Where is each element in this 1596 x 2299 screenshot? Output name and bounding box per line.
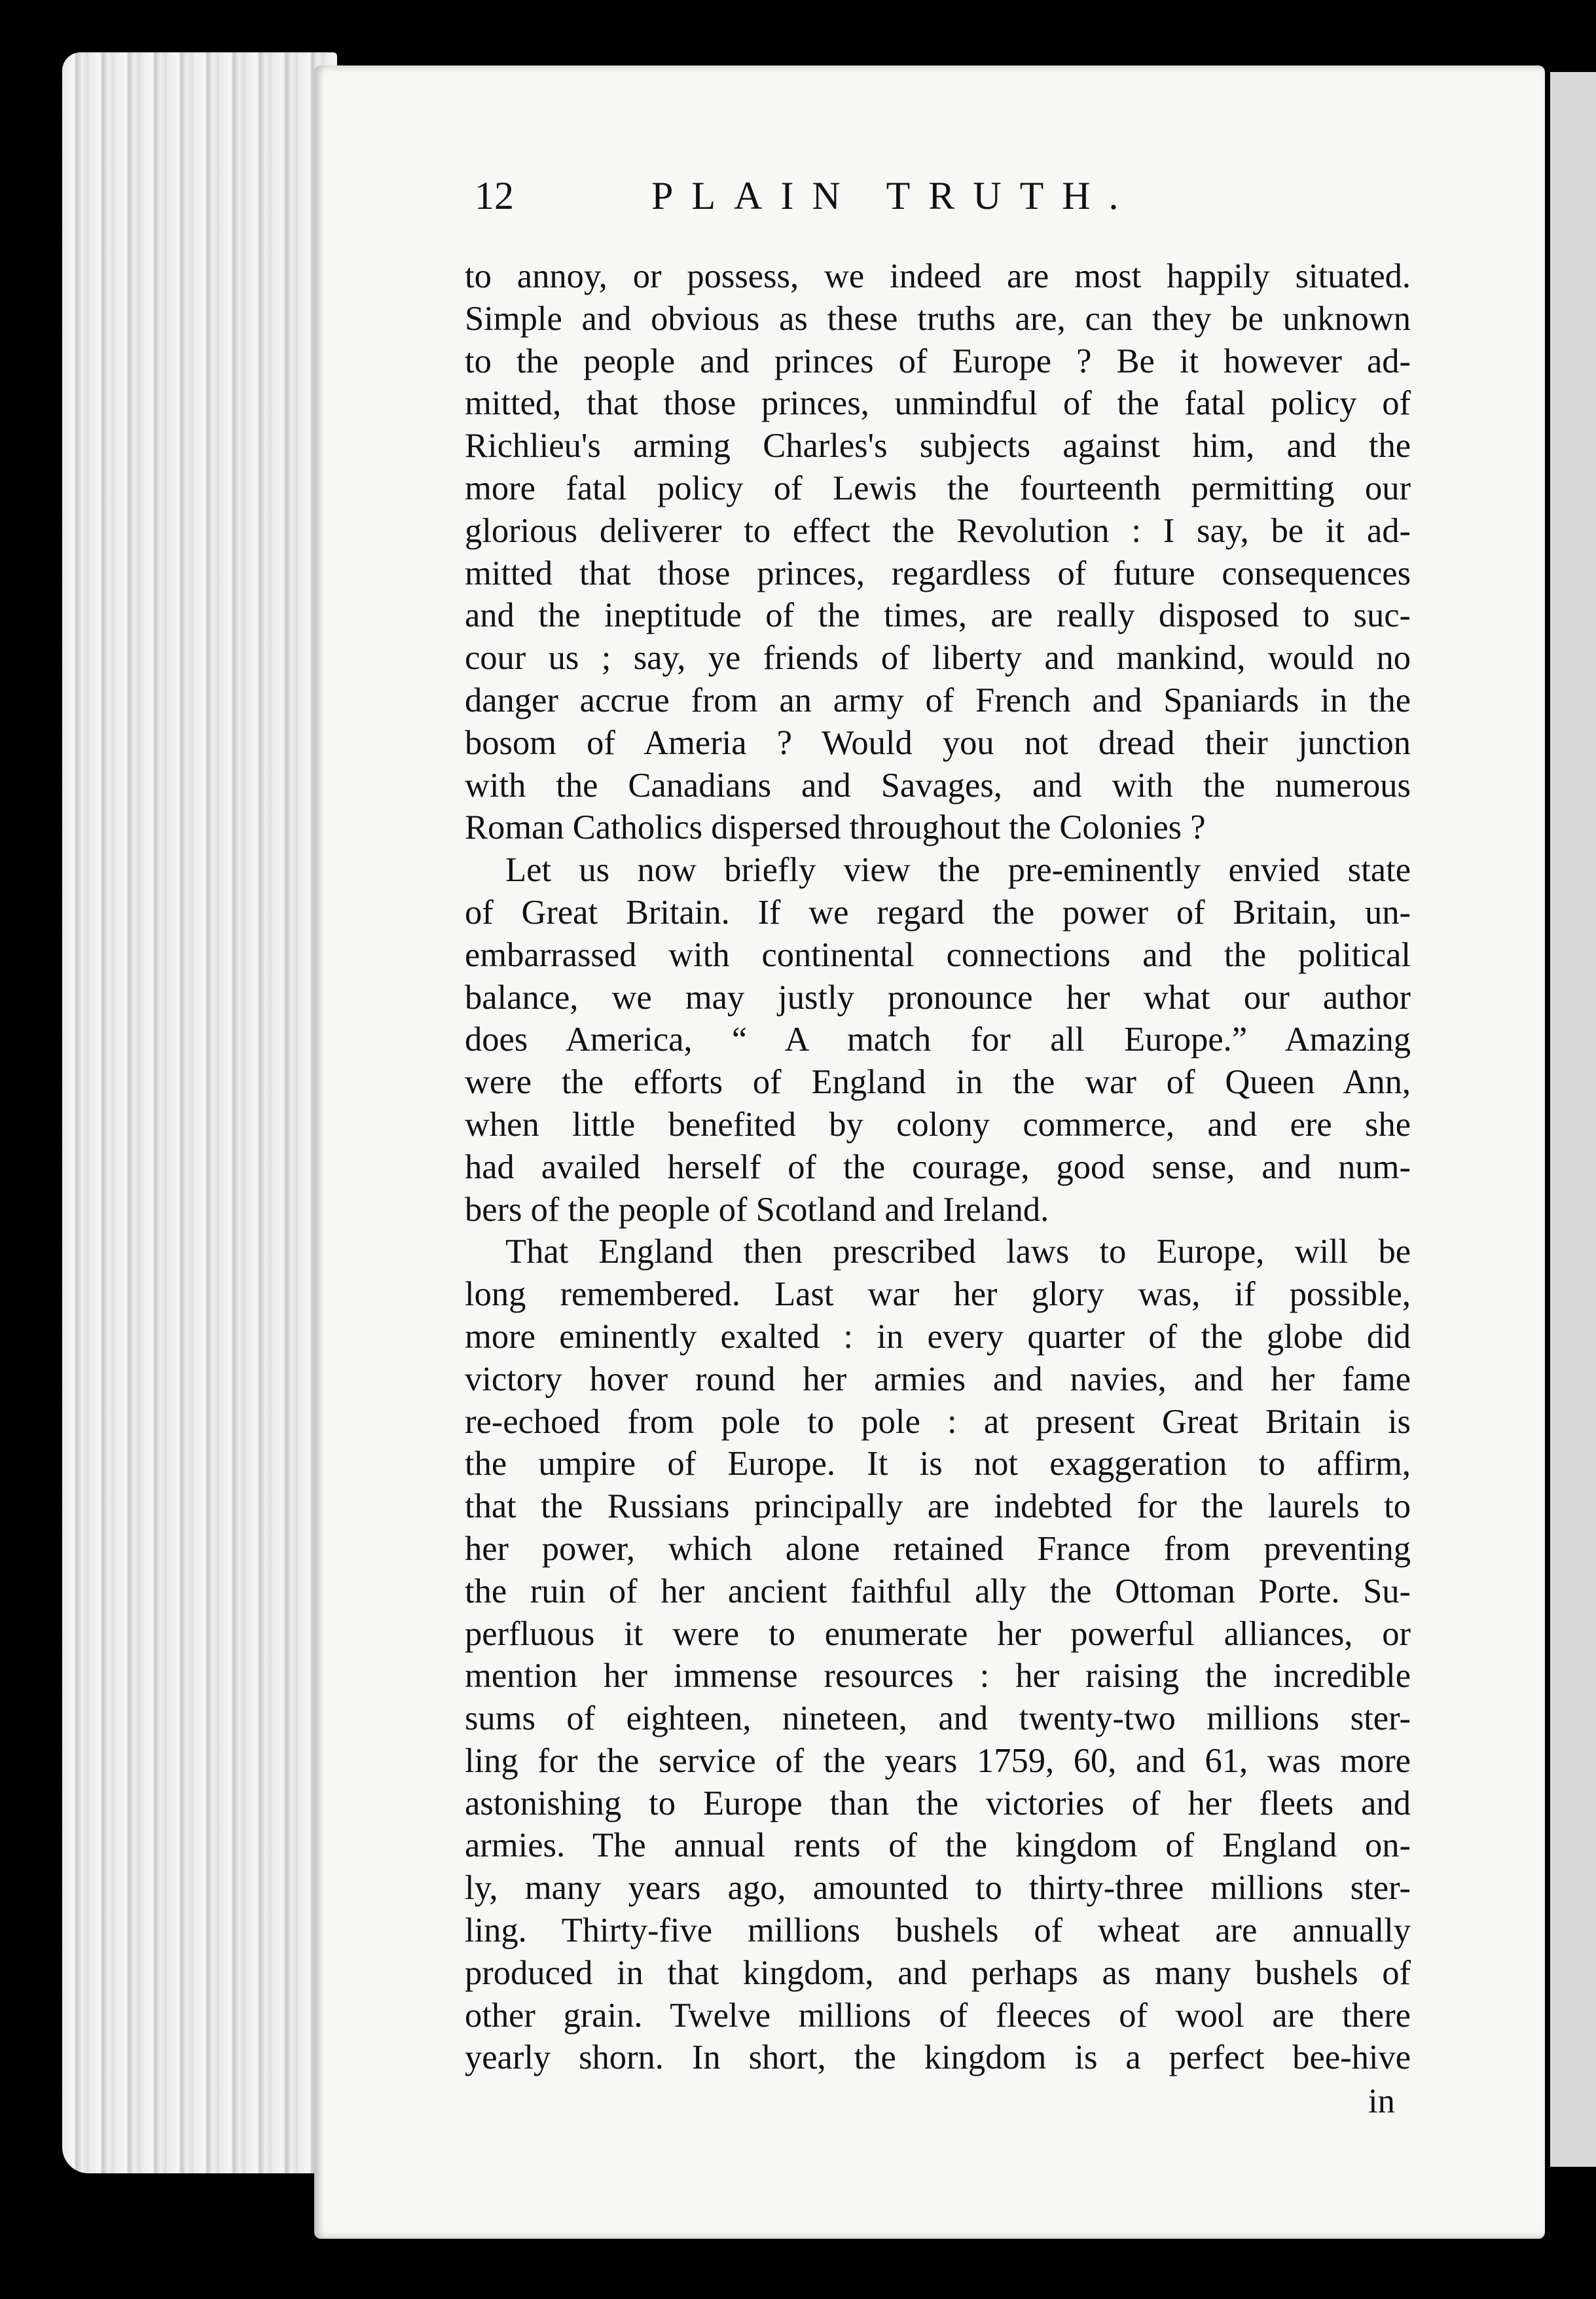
text-line: yearly shorn. In short, the kingdom is a perfect bee-hive [465,2038,1411,2077]
text-line: produced in that kingdom, and perhaps as many bushels of [465,1953,1411,1992]
text-line: with the Canadians and Savages, and with the numerous [465,766,1411,805]
text-line: of Great Britain. If we regard the power of Britain, un- [465,893,1411,932]
text-line: sums of eighteen, nineteen, and twenty-two millions ster- [465,1699,1411,1738]
page-header [475,173,1489,232]
text-line: embarrassed with continental connections and the political [465,935,1411,974]
text-line: mitted, that those princes, unmindful of the fatal policy of [465,384,1411,423]
running-title: PLAIN TRUTH. [651,174,1137,217]
text-line: had availed herself of the courage, good sense, and num- [465,1148,1411,1186]
text-line: to annoy, or possess, we indeed are most happily situated. [465,257,1411,295]
text-line: were the efforts of England in the war of Queen Ann, [465,1063,1411,1102]
text-line: the ruin of her ancient faithful ally the Ottoman Porte. Su- [465,1572,1411,1610]
text-line: Richlieu's arming Charles's subjects against him, and the [465,427,1411,465]
text-line: when little benefited by colony commerce, and ere she [465,1105,1411,1144]
text-line: more eminently exalted : in every quarter of the globe did [465,1317,1411,1356]
text-line: perfluous it were to enumerate her powerful alliances, or [465,1614,1411,1653]
text-line: other grain. Twelve millions of fleeces of wool are there [465,1996,1411,2035]
book-page [314,65,1545,2239]
text-line: ling. Thirty-five millions bushels of wheat are annually [465,1911,1411,1950]
text-line: to the people and princes of Europe ? Be it however ad- [465,342,1411,380]
text-line: does America, “ A match for all Europe.” Amazing [465,1021,1411,1059]
text-line: ling for the service of the years 1759, 60, and 61, was more [465,1741,1411,1780]
paragraph-first-line: That England then prescribed laws to Europe, will be [505,1233,1411,1271]
catchword: in [1368,2082,1395,2120]
text-line: that the Russians principally are indebted for the laurels to [465,1487,1411,1526]
text-line: balance, we may justly pronounce her what our author [465,978,1411,1017]
text-line: Simple and obvious as these truths are, can they be unknown [465,299,1411,338]
text-line: re-echoed from pole to pole : at present Great Britain is [465,1402,1411,1441]
page-number: 12 [475,174,514,217]
text-line: the umpire of Europe. It is not exaggeration to affirm, [465,1445,1411,1483]
text-line: mitted that those princes, regardless of future consequences [465,554,1411,592]
text-line: danger accrue from an army of French and Spaniards in the [465,681,1411,719]
text-line: bers of the people of Scotland and Ireland. [465,1190,1049,1229]
text-line: armies. The annual rents of the kingdom of England on- [465,1826,1411,1865]
text-line: her power, which alone retained France from preventing [465,1529,1411,1568]
text-line: astonishing to Europe than the victories of her fleets and [465,1784,1411,1822]
book-fore-edges [62,52,337,2173]
text-line: and the ineptitude of the times, are really disposed to suc- [465,596,1411,635]
text-line: bosom of Ameria ? Would you not dread their junction [465,723,1411,762]
text-line: mention her immense resources : her raising the incredible [465,1657,1411,1695]
text-line: victory hover round her armies and navies, and her fame [465,1360,1411,1398]
paragraph-first-line: Let us now briefly view the pre-eminently envied state [505,851,1411,890]
text-line: cour us ; say, ye friends of liberty and mankind, would no [465,639,1411,678]
body-text [465,255,1411,2079]
text-line: more fatal policy of Lewis the fourteenth permitting our [465,469,1411,507]
text-line: glorious deliverer to effect the Revolution : I say, be it ad- [465,511,1411,550]
adjacent-page-edge [1550,72,1596,2167]
text-line: Roman Catholics dispersed throughout the Colonies ? [465,808,1206,847]
text-line: ly, many years ago, amounted to thirty-three millions ster- [465,1869,1411,1908]
text-line: long remembered. Last war her glory was, if possible, [465,1275,1411,1314]
